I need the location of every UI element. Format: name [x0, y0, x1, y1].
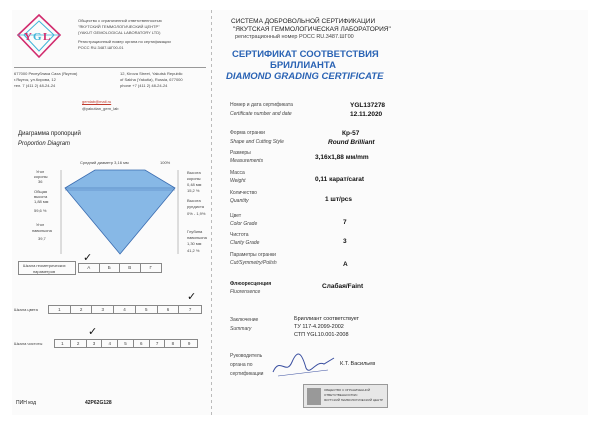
clarity-cell: 5 [118, 340, 134, 347]
pct-100: 100% [160, 160, 171, 165]
title-ru1: СЕРТИФИКАТ СООТВЕТСТВИЯ [232, 49, 379, 60]
svg-text:Y: Y [24, 31, 32, 43]
size-value: 3,16х1,88 мм/mm [315, 154, 369, 161]
svg-text:G: G [33, 31, 42, 43]
color-cell: 3 [92, 306, 114, 313]
weight-label-en: Weight [230, 178, 246, 184]
color-cell: 2 [71, 306, 93, 313]
total-height-l2: высота [34, 194, 48, 199]
head-label-l2: органа по [230, 362, 253, 368]
org-line2: "ЯКУТСКИЙ ГЕММОЛОГИЧЕСКИЙ ЦЕНТР" [78, 24, 160, 29]
clarity-label-ru: Чистота [230, 232, 249, 238]
head-label-l3: сертификации [230, 371, 264, 377]
qty-label-en: Quantity [230, 198, 249, 204]
crown-height-l2: короны [187, 176, 201, 181]
fold-line [211, 10, 212, 415]
clarity-cell: 4 [102, 340, 118, 347]
svg-text:L: L [43, 31, 51, 43]
color-cell: 1 [49, 306, 71, 313]
total-height-l1: Общая [34, 189, 48, 194]
geom-cell: А [79, 264, 100, 272]
crown-height-l1: Высота [187, 170, 201, 175]
girdle-l2: рундиста [187, 204, 204, 209]
color-check-mark: ✓ [187, 291, 197, 303]
geom-label-l2: параметров [33, 269, 56, 274]
pin-code-label: ПИН код [16, 400, 37, 406]
pav-depth-l1: Глубина [187, 229, 203, 234]
color-cell: 5 [136, 306, 158, 313]
system-line3: регистрационный номер РОСС RU.3487.ШГ00 [235, 34, 354, 40]
summary-line3: СТП YGL10.001-2008 [294, 332, 349, 338]
size-label-en: Measurements [230, 158, 264, 164]
title-ru2: БРИЛЛИАНТА [270, 60, 336, 71]
stamp-emblem [307, 388, 321, 405]
qty-value: 1 шт/pcs [325, 196, 353, 203]
qty-label-ru: Количество [230, 190, 257, 196]
stamp-line2: ОТВЕТСТВЕННОСТЬЮ [324, 393, 358, 397]
geom-cell: Б [100, 264, 121, 272]
system-line1: СИСТЕМА ДОБРОВОЛЬНОЙ СЕРТИФИКАЦИИ [231, 18, 376, 25]
certificate-number: YGL137278 [350, 102, 386, 109]
color-scale [48, 305, 202, 314]
pin-code-value: 42P62G128 [85, 400, 112, 406]
crown-angle-value: 36 [38, 179, 43, 184]
crown-height-mm: 0,48 мм [187, 182, 202, 187]
diagram-title-en: Proportion Diagram [18, 141, 71, 147]
header-divider [14, 67, 206, 68]
certificate-date: 12.11.2020 [350, 111, 383, 118]
title-en: DIAMOND GRADING CERTIFICATE [226, 71, 384, 82]
total-height-mm: 1,88 мм [34, 199, 49, 204]
mean-diameter: Средний диаметр 3,16 мм [80, 160, 129, 165]
color-cell: 4 [114, 306, 136, 313]
summary-label-ru: Заключение [230, 317, 259, 323]
geom-scale-label [18, 261, 76, 275]
instagram-handle[interactable]: @yakutian_gem_lab [82, 106, 119, 111]
addr-en2: of Sakha (Yakutia), Russia, 677000 [120, 77, 183, 82]
clarity-cell: 8 [165, 340, 181, 347]
diagram-title-ru: Диаграмма пропорций [18, 131, 81, 137]
diamond-diagram [60, 168, 180, 258]
pav-depth-pct: 41,2 % [187, 248, 200, 253]
clarity-cell: 7 [150, 340, 166, 347]
shape-label-en: Shape and Cutting Style [230, 139, 284, 145]
cut-label-ru: Параметры огранки [230, 252, 276, 258]
shape-label-ru: Форма огранки [230, 130, 265, 136]
pav-angle-l2: павильона [32, 228, 52, 233]
geom-cell: В [120, 264, 141, 272]
system-line2: "ЯКУТСКАЯ ГЕММОЛОГИЧЕСКАЯ ЛАБОРАТОРИЯ" [233, 26, 391, 33]
clarity-value: 3 [343, 238, 347, 245]
clarity-check-mark: ✓ [88, 326, 98, 338]
girdle-l1: Высота [187, 198, 201, 203]
number-label-ru: Номер и дата сертификата [230, 102, 293, 108]
color-label-en: Color Grade [230, 221, 258, 227]
addr-ru3: тел. 7 (411 2) 48-24-24 [14, 83, 56, 88]
org-line3: (YAKUT GEMOLOGICAL LABORATORY LTD) [78, 30, 161, 35]
signature [268, 350, 338, 380]
pav-depth-mm: 1,30 мм [187, 241, 202, 246]
fluor-label-ru: Флюоресценция [230, 281, 272, 287]
addr-ru1: 677000 Республика Саха (Якутия) [14, 71, 78, 76]
crown-angle-l2: короны [34, 174, 48, 179]
summary-line1: Бриллиант соответствует [294, 316, 360, 322]
geom-cell: Г [149, 265, 152, 270]
clarity-cell: 1 [55, 340, 71, 347]
org-line5: РОСС RU.3487.ШГ00-01 [78, 45, 124, 50]
weight-value: 0,11 карат/carat [315, 176, 365, 183]
clarity-cell: 2 [71, 340, 87, 347]
shape-code: Кр-57 [342, 130, 360, 137]
clarity-label-en: Clarity Grade [230, 240, 260, 246]
color-cell: 6 [158, 306, 180, 313]
clarity-scale-label: Шкала чистоты [14, 341, 43, 346]
color-label-ru: Цвет [230, 213, 242, 219]
addr-ru2: г.Якутск, ул.Кирова, 12 [14, 77, 56, 82]
stamp-block [303, 384, 388, 408]
stamp-line3: ЯКУТСКИЙ ГЕММОЛОГИЧЕСКИЙ ЦЕНТР [324, 398, 384, 402]
addr-en3: phone +7 (411 2) 48-24-24 [120, 83, 168, 88]
crown-angle-l1: Угол [36, 169, 45, 174]
color-scale-label: Шкала цвета [14, 307, 38, 312]
ygl-logo [14, 13, 64, 59]
org-line4: Регистрационный номер органа по сертификации [78, 39, 171, 44]
geom-label-l1: Шкала геометрических [23, 263, 66, 268]
size-label-ru: Размеры [230, 150, 251, 156]
clarity-cell: 6 [134, 340, 150, 347]
summary-line2: ТУ 117-4.2099-2002 [294, 324, 344, 330]
head-name: К.Т. Васильев [340, 361, 376, 367]
clarity-scale [54, 339, 198, 348]
crown-height-pct: 15,2 % [187, 188, 200, 193]
pav-angle-value: 39,7 [38, 236, 46, 241]
summary-label-en: Summary [230, 326, 252, 332]
geom-scale [78, 263, 162, 273]
color-cell: 7 [188, 307, 192, 312]
cut-label-en: Cut/Symmetry/Polish [230, 260, 277, 266]
head-label-l1: Руководитель [230, 353, 263, 359]
cut-value: A [343, 261, 348, 268]
total-height-pct: 59,6 % [34, 208, 47, 213]
pav-angle-l1: Угол [36, 222, 45, 227]
shape-value: Round Brilliant [328, 139, 375, 146]
color-value: 7 [343, 219, 347, 226]
geom-check-mark: ✓ [83, 252, 93, 264]
email-link[interactable]: gemlab@mail.ru [82, 99, 112, 104]
number-label-en: Certificate number and date [230, 111, 292, 117]
clarity-cell: 3 [87, 340, 103, 347]
org-line1: Общество с ограниченной ответственностью [78, 18, 162, 23]
clarity-cell: 9 [187, 341, 191, 346]
addr-en1: 12, Kirova Street, Yakutsk Republic [120, 71, 183, 76]
girdle-value: 0% - 1,9% [187, 211, 206, 216]
pav-depth-l2: павильона [187, 235, 207, 240]
fluor-value: Слабая/Faint [322, 283, 364, 290]
weight-label-ru: Масса [230, 170, 245, 176]
fluor-label-en: Fluorensence [230, 289, 261, 295]
stamp-line1: ОБЩЕСТВО С ОГРАНИЧЕННОЙ [324, 388, 370, 392]
